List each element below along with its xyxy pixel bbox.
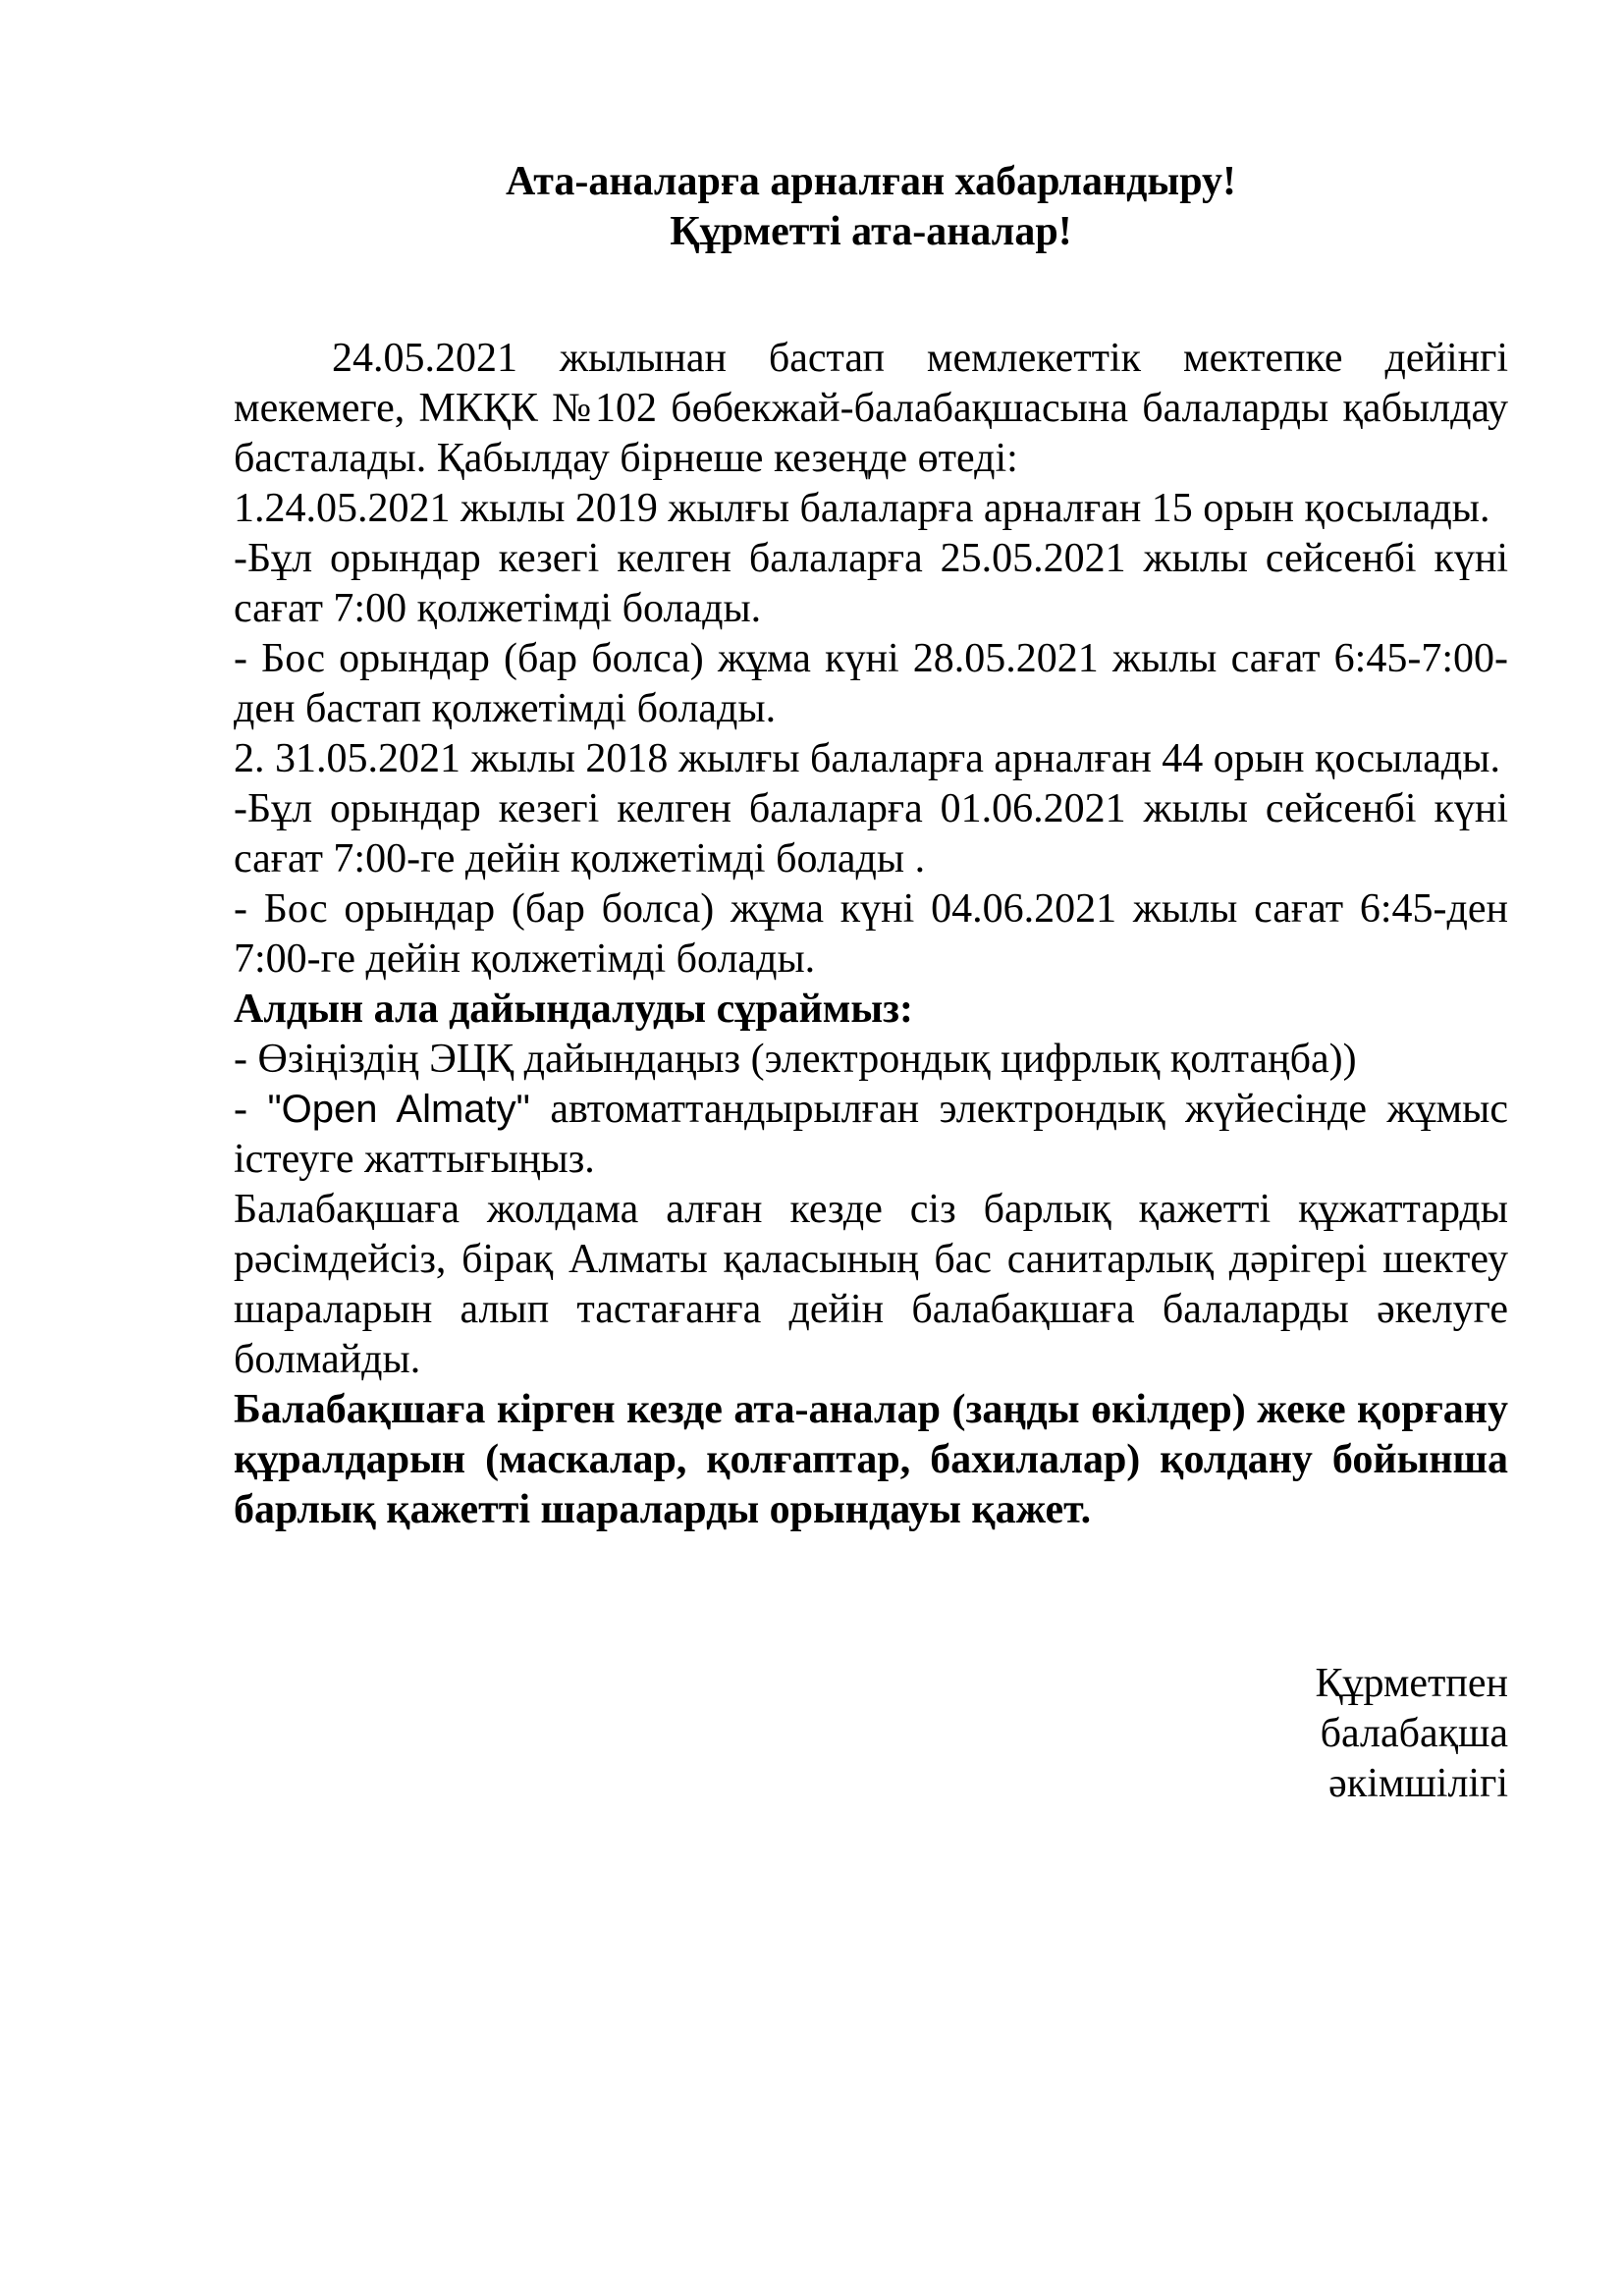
referral-paragraph: Балабақшаға жолдама алған кезде сіз барлық қажетті құжаттарды рәсімдейсіз, бірақ Алматы қаласының бас санитарлық дәрігері шектеу шараларын алып тастағанға дейін балабақшаға балаларды әкелуге болмайды. — [234, 1187, 1508, 1382]
title-spacer — [234, 257, 1508, 334]
signature-line-2: балабақша — [1320, 1711, 1508, 1756]
signature-line-1: Құрметпен — [1315, 1661, 1508, 1706]
stage-2-paragraph: 2. 31.05.2021 жылы 2018 жылғы балаларға арналған 44 орын қосылады. — [234, 736, 1501, 781]
prepare-item-2-rest: автоматтандырылған электрондық жүйесінде жұмыс істеуге жаттығыңыз. — [234, 1087, 1508, 1182]
prepare-item-2 — [234, 1085, 1508, 1185]
document-body — [234, 157, 1508, 1535]
greeting-title: Құрметті ата-аналар! — [670, 209, 1072, 254]
prepare-heading: Алдын ала дайындалуды сұраймыз: — [234, 987, 914, 1032]
safety-paragraph: Балабақшаға кірген кезде ата-аналар (заңды өкілдер) жеке қорғану құралдарын (маскалар, қолғаптар, бахилалар) қолдану бойынша барлық қажетті шараларды орындауы қажет. — [234, 1387, 1508, 1532]
stage-2-note-2: - Бос орындар (бар болса) жұма күні 04.06.2021 жылы сағат 6:45-ден 7:00-ге дейін қолжетімді болады. — [234, 886, 1508, 982]
prepare-item-1: - Өзіңіздің ЭЦҚ дайындаңыз (электрондық цифрлық қолтаңба)) — [234, 1037, 1357, 1082]
announcement-title: Ата-аналарға арналған хабарландыру! — [505, 159, 1237, 204]
signature-line-3: әкімшілігі — [1328, 1761, 1508, 1806]
signature-block — [1315, 1659, 1508, 1809]
stage-1-paragraph: 1.24.05.2021 жылы 2019 жылғы балаларға арналған 15 орын қосылады. — [234, 486, 1490, 531]
stage-1-note-2: - Бос орындар (бар болса) жұма күні 28.05.2021 жылы сағат 6:45-7:00-ден бастап қолжетімді болады. — [234, 636, 1508, 731]
prepare-item-2-prefix: - — [234, 1087, 268, 1132]
stage-2-note-1: -Бұл орындар кезегі келген балаларға 01.06.2021 жылы сейсенбі күні сағат 7:00-ге дейін қолжетімді болады . — [234, 786, 1508, 881]
open-almaty-brand: "Open Almaty" — [267, 1088, 530, 1131]
intro-paragraph: 24.05.2021 жылынан бастап мемлекеттік мектепке дейінгі мекемеге, МКҚК №102 бөбекжай-балабақшасына балаларды қабылдау басталады. Қабылдау бірнеше кезеңде өтеді: — [234, 336, 1508, 481]
stage-1-note-1: -Бұл орындар кезегі келген балаларға 25.05.2021 жылы сейсенбі күні сағат 7:00 қолжетімді болады. — [234, 536, 1508, 631]
